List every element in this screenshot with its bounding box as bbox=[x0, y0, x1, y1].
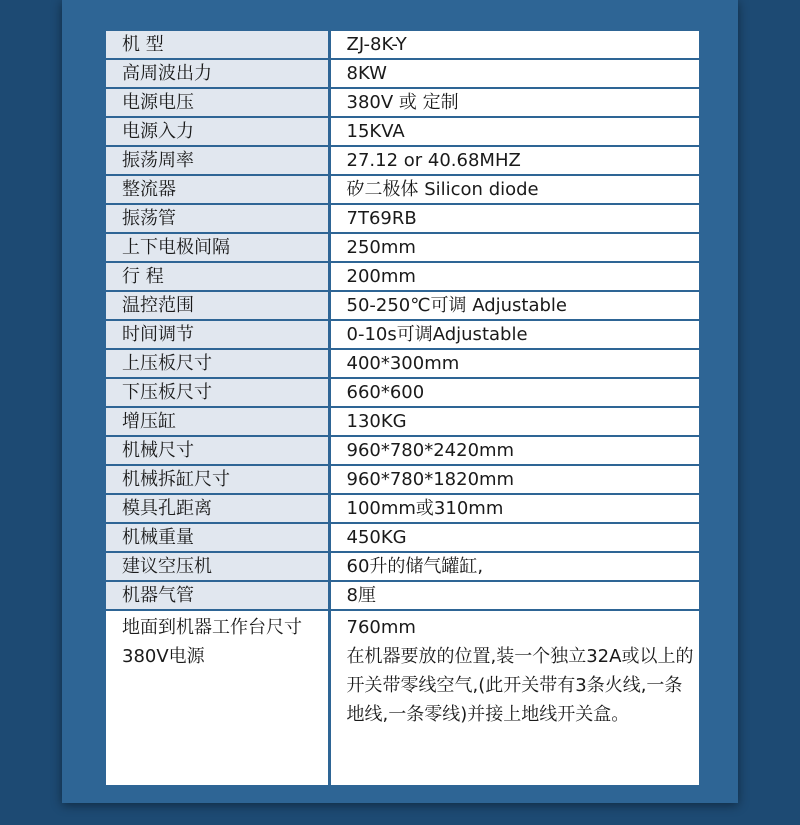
spec-value: 450KG bbox=[329, 523, 699, 552]
spec-value: 130KG bbox=[329, 407, 699, 436]
spec-label: 行 程 bbox=[106, 262, 329, 291]
table-row bbox=[106, 262, 699, 291]
table-row bbox=[106, 117, 699, 146]
spec-value: 660*600 bbox=[329, 378, 699, 407]
spec-value: 7T69RB bbox=[329, 204, 699, 233]
spec-value-line: 760mm bbox=[346, 617, 416, 638]
table-row bbox=[106, 378, 699, 407]
spec-table-body bbox=[106, 31, 699, 785]
spec-label: 机械重量 bbox=[106, 523, 329, 552]
spec-label: 上压板尺寸 bbox=[106, 349, 329, 378]
spec-value: 960*780*2420mm bbox=[329, 436, 699, 465]
spec-value: 50-250℃可调 Adjustable bbox=[329, 291, 699, 320]
spec-value: 60升的储气罐缸, bbox=[329, 552, 699, 581]
spec-value: 27.12 or 40.68MHZ bbox=[329, 146, 699, 175]
spec-value-text: 在机器要放的位置,装一个独立32A或以上的开关带零线空气,(此开关带有3条火线,一条地线,一条零线)并接上地线开关盒。 bbox=[346, 646, 694, 725]
spec-label: 高周波出力 bbox=[106, 59, 329, 88]
table-row bbox=[106, 610, 699, 785]
table-row bbox=[106, 204, 699, 233]
spec-label: 机 型 bbox=[106, 31, 329, 59]
table-row bbox=[106, 320, 699, 349]
spec-value: 8KW bbox=[329, 59, 699, 88]
spec-value: 960*780*1820mm bbox=[329, 465, 699, 494]
table-row bbox=[106, 59, 699, 88]
spec-label: 时间调节 bbox=[106, 320, 329, 349]
table-row bbox=[106, 407, 699, 436]
spec-label: 振荡周率 bbox=[106, 146, 329, 175]
table-row bbox=[106, 436, 699, 465]
table-row bbox=[106, 552, 699, 581]
table-row bbox=[106, 465, 699, 494]
spec-label: 温控范围 bbox=[106, 291, 329, 320]
spec-label bbox=[106, 610, 329, 785]
spec-value: 15KVA bbox=[329, 117, 699, 146]
table-row bbox=[106, 494, 699, 523]
table-row bbox=[106, 581, 699, 610]
spec-label: 整流器 bbox=[106, 175, 329, 204]
spec-label-line: 380V电源 bbox=[122, 646, 205, 667]
spec-label: 上下电极间隔 bbox=[106, 233, 329, 262]
spec-value: 100mm或310mm bbox=[329, 494, 699, 523]
spec-value: 200mm bbox=[329, 262, 699, 291]
spec-value: 矽二极体 Silicon diode bbox=[329, 175, 699, 204]
table-row bbox=[106, 349, 699, 378]
spec-value: ZJ-8K-Y bbox=[329, 31, 699, 59]
spec-label: 建议空压机 bbox=[106, 552, 329, 581]
table-row bbox=[106, 291, 699, 320]
spec-label: 机械拆缸尺寸 bbox=[106, 465, 329, 494]
table-row bbox=[106, 88, 699, 117]
spec-value: 0-10s可调Adjustable bbox=[329, 320, 699, 349]
table-row bbox=[106, 31, 699, 59]
spec-value: 380V 或 定制 bbox=[329, 88, 699, 117]
spec-value: 8厘 bbox=[329, 581, 699, 610]
spec-value bbox=[329, 610, 699, 785]
spec-label: 机器气管 bbox=[106, 581, 329, 610]
table-row bbox=[106, 146, 699, 175]
spec-label: 电源电压 bbox=[106, 88, 329, 117]
table-row bbox=[106, 233, 699, 262]
spec-value: 400*300mm bbox=[329, 349, 699, 378]
spec-label: 机械尺寸 bbox=[106, 436, 329, 465]
table-row bbox=[106, 175, 699, 204]
spec-label-line: 地面到机器工作台尺寸 bbox=[122, 617, 302, 638]
spec-value: 250mm bbox=[329, 233, 699, 262]
spec-table bbox=[106, 31, 699, 785]
table-row bbox=[106, 523, 699, 552]
spec-label: 电源入力 bbox=[106, 117, 329, 146]
spec-label: 振荡管 bbox=[106, 204, 329, 233]
spec-label: 增压缸 bbox=[106, 407, 329, 436]
spec-label: 模具孔距离 bbox=[106, 494, 329, 523]
spec-label: 下压板尺寸 bbox=[106, 378, 329, 407]
